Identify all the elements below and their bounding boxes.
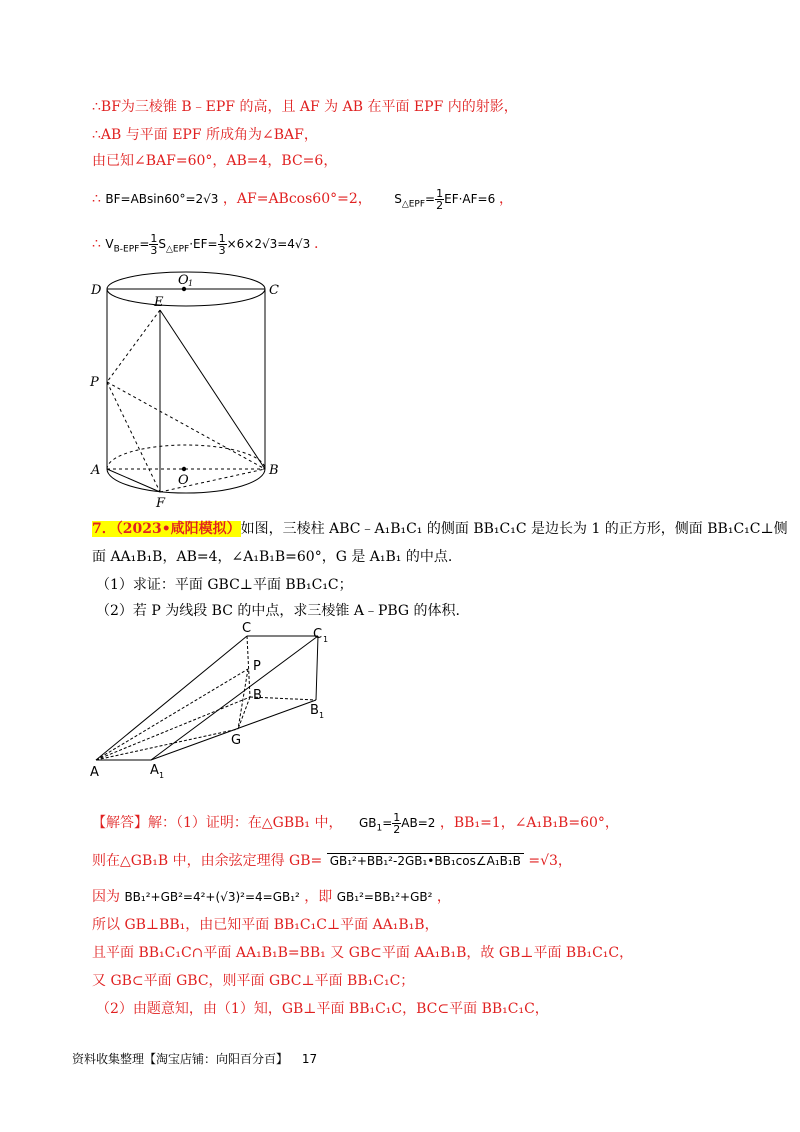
equals-sign: = [382,816,393,830]
label-o1-sub: 1 [188,279,194,288]
s-subscript: △EPF [166,244,190,255]
label-c1: C [313,627,323,642]
sqrt-expression: GB₁²+BB₁²-2GB₁•BB₁cos∠A₁B₁B [327,853,524,868]
point-o [182,467,186,471]
denominator: 2 [436,199,444,212]
label-d: D [91,283,102,298]
v-symbol: V [105,237,114,251]
footer-text: 资料收集整理【淘宝店铺：向阳百分百】 [72,1052,289,1066]
ef-part: ·EF= [189,237,218,251]
ab-part: AB=2 [401,816,436,830]
period: . [314,236,319,252]
prism-figure [88,622,348,782]
label-e: E [154,295,164,310]
line-eb [160,310,265,469]
line-ep [107,310,160,382]
page-footer [72,1050,317,1067]
s-symbol: S [394,192,402,206]
line-fb [160,469,265,492]
solution-line-1: ∴BF为三棱锥 B﹣EPF 的高，且 AF 为 AB 在平面 EPF 内的射影， [92,99,518,115]
problem-7-line-2: 面 AA₁B₁B，AB=4，∠A₁B₁B=60°，G 是 A₁B₁ 的中点. [92,549,453,565]
answer-text-1c: ，BB₁=1，∠A₁B₁B=60°， [439,815,619,831]
s-epf-formula [394,187,499,212]
bf-formula: BF=ABsin60°=2√3 [105,192,219,206]
numerator: 1 [218,232,226,245]
label-c1-sub: 1 [323,635,329,644]
page-number: 17 [301,1052,318,1066]
answer-text-2: 则在△GB₁B 中，由余弦定理得 GB= [92,853,323,869]
therefore-symbol: ∴ [92,236,101,252]
sqrt3-result: =√3， [528,853,572,869]
answer-text-1: 解：（1）证明：在△GBB₁ 中， [148,815,343,831]
line-pf [107,382,160,492]
equation-2: GB₁²=BB₁²+GB² [336,890,433,904]
line-af [107,469,160,492]
comma: ， [436,889,451,905]
gb1-formula [358,811,436,836]
because-text: 因为 [92,889,120,905]
label-b1-sub: 1 [319,711,325,720]
fraction-half [435,188,444,211]
solution-line-3: 由已知∠BAF=60°，AB=4，BC=6， [92,153,338,169]
denominator: 3 [218,244,226,257]
denominator: 3 [150,244,158,257]
question-1: （1）求证：平面 GBC⊥平面 BB₁C₁C； [96,577,353,593]
numerator: 1 [393,811,401,824]
numerator: 1 [150,232,158,245]
answer-line-3 [92,888,451,906]
answer-tag: 【解答】 [92,815,148,831]
edge-c1b1 [316,636,318,700]
label-p: P [90,375,99,390]
line-pb [107,382,265,469]
fraction-third-2 [218,233,227,256]
label-b: B [253,688,262,703]
cylinder-figure [80,270,300,510]
volume-result: ×6×2√3=4√3 [226,237,311,251]
equation-1: BB₁²+GB²=4²+(√3)²=4=GB₁² [124,890,300,904]
label-g: G [231,733,242,748]
label-o1: O [178,273,189,288]
label-a1-sub: 1 [159,771,165,780]
solution-line-5 [92,233,319,258]
solution-line-4 [92,188,513,213]
label-a: A [91,463,101,478]
answer-line-7: （2）由题意知，由（1）知，GB⊥平面 BB₁C₁C，BC⊂平面 BB₁C₁C， [96,1001,549,1017]
volume-formula [105,232,314,257]
gb-symbol: GB [358,816,377,830]
label-p: P [253,659,261,674]
label-c: C [242,622,252,636]
comma: ， [499,191,514,207]
edge-ap [96,669,248,760]
label-f: F [156,496,166,510]
solution-line-2: ∴AB 与平面 EPF 所成角为∠BAF， [92,127,318,143]
label-c: C [269,283,279,298]
bottom-back-arc [107,445,265,469]
answer-line-2 [92,852,572,870]
equals-sign: = [425,192,436,206]
edge-pg [238,669,248,729]
gb-subscript: 1 [376,823,383,834]
answer-line-6: 又 GB⊂平面 GBC，则平面 GBC⊥平面 BB₁C₁C； [92,973,415,989]
label-b: B [269,463,279,478]
edge-ag [96,729,238,760]
denominator: 2 [393,823,401,836]
problem-7-line-1 [92,520,788,538]
question-2: （2）若 P 为线段 BC 的中点，求三棱锥 A﹣PBG 的体积. [96,603,460,619]
problem-text-1: 如图，三棱柱 ABC﹣A₁B₁C₁ 的侧面 BB₁C₁C 是边长为 1 的正方形，侧面 BB₁C₁C⊥侧 [240,521,788,537]
label-b1: B [310,703,319,718]
numerator: 1 [436,187,444,200]
label-a: A [90,765,99,780]
namely-text: ，即 [304,889,333,905]
v-subscript: B-EPF [113,244,140,255]
answer-line-1 [92,812,619,837]
equals-sign: = [139,237,150,251]
answer-line-4: 所以 GB⊥BB₁，由已知平面 BB₁C₁C⊥平面 AA₁B₁B， [92,917,439,933]
s-rest: EF·AF=6 [444,192,496,206]
label-a1: A [150,763,159,778]
fraction-half [392,812,401,835]
af-formula: ，AF=ABcos60°=2， [222,191,372,207]
therefore-symbol: ∴ [92,191,101,207]
s-subscript: △EPF [401,199,426,210]
edge-ab [96,697,250,760]
label-o: O [178,473,189,488]
answer-line-5: 且平面 BB₁C₁C∩平面 AA₁B₁B=BB₁ 又 GB⊂平面 AA₁B₁B，故 GB⊥平面 BB₁C₁C， [92,945,634,961]
problem-number: 7．（2023•咸阳模拟） [92,521,241,537]
s-symbol: S [158,237,166,251]
edge-ac [96,636,247,760]
